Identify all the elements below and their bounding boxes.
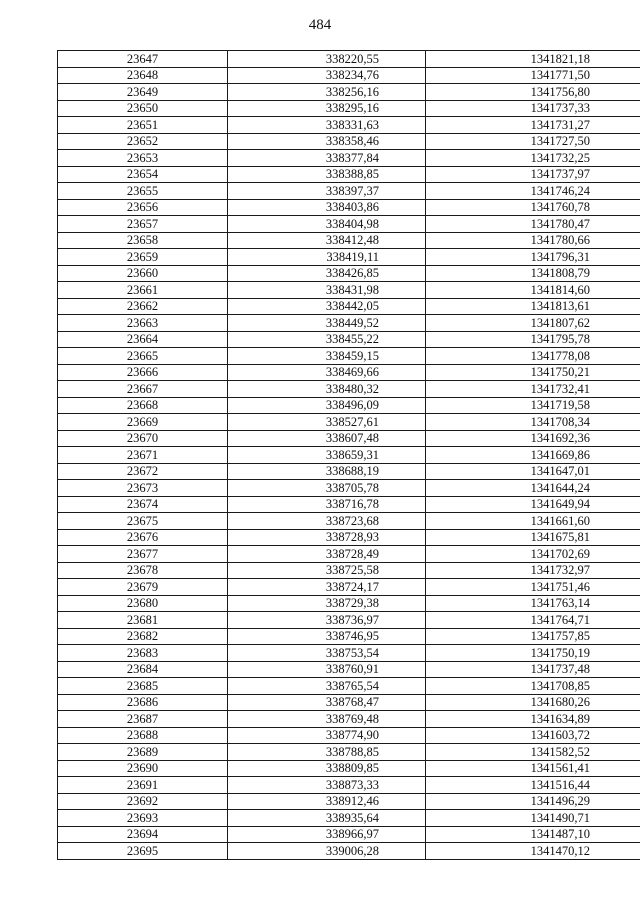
x-coordinate-cell: 338256,16 (228, 84, 426, 101)
x-coordinate-cell: 338728,93 (228, 529, 426, 546)
y-coordinate-cell: 1341764,71 (426, 612, 640, 629)
table-row (58, 562, 640, 579)
point-number-cell: 23648 (58, 67, 228, 84)
x-coordinate-cell: 338736,97 (228, 612, 426, 629)
x-coordinate-cell: 338442,05 (228, 298, 426, 315)
table-row (58, 513, 640, 530)
y-coordinate-cell: 1341731,27 (426, 117, 640, 134)
point-number-cell: 23691 (58, 777, 228, 794)
y-coordinate-cell: 1341692,36 (426, 430, 640, 447)
table-row (58, 216, 640, 233)
y-coordinate-cell: 1341516,44 (426, 777, 640, 794)
point-number-cell: 23659 (58, 249, 228, 266)
table-row (58, 744, 640, 761)
point-number-cell: 23670 (58, 430, 228, 447)
table-row (58, 430, 640, 447)
point-number-cell: 23684 (58, 661, 228, 678)
table-row (58, 249, 640, 266)
table-row (58, 661, 640, 678)
x-coordinate-cell: 338295,16 (228, 100, 426, 117)
y-coordinate-cell: 1341702,69 (426, 546, 640, 563)
x-coordinate-cell: 338724,17 (228, 579, 426, 596)
x-coordinate-cell: 338774,90 (228, 727, 426, 744)
x-coordinate-cell: 338397,37 (228, 183, 426, 200)
y-coordinate-cell: 1341669,86 (426, 447, 640, 464)
point-number-cell: 23682 (58, 628, 228, 645)
point-number-cell: 23651 (58, 117, 228, 134)
point-number-cell: 23692 (58, 793, 228, 810)
table-row (58, 777, 640, 794)
table-row (58, 100, 640, 117)
table-row (58, 826, 640, 843)
y-coordinate-cell: 1341746,24 (426, 183, 640, 200)
point-number-cell: 23683 (58, 645, 228, 662)
table-row (58, 810, 640, 827)
table-row (58, 595, 640, 612)
x-coordinate-cell: 338331,63 (228, 117, 426, 134)
point-number-cell: 23656 (58, 199, 228, 216)
y-coordinate-cell: 1341487,10 (426, 826, 640, 843)
point-number-cell: 23672 (58, 463, 228, 480)
point-number-cell: 23680 (58, 595, 228, 612)
x-coordinate-cell: 338788,85 (228, 744, 426, 761)
table-row (58, 463, 640, 480)
table-row (58, 579, 640, 596)
x-coordinate-cell: 338419,11 (228, 249, 426, 266)
table-row (58, 397, 640, 414)
x-coordinate-cell: 338873,33 (228, 777, 426, 794)
y-coordinate-cell: 1341732,41 (426, 381, 640, 398)
table-row (58, 793, 640, 810)
x-coordinate-cell: 338455,22 (228, 331, 426, 348)
x-coordinate-cell: 338412,48 (228, 232, 426, 249)
y-coordinate-cell: 1341732,25 (426, 150, 640, 167)
table-row (58, 232, 640, 249)
x-coordinate-cell: 338705,78 (228, 480, 426, 497)
point-number-cell: 23668 (58, 397, 228, 414)
y-coordinate-cell: 1341813,61 (426, 298, 640, 315)
y-coordinate-cell: 1341634,89 (426, 711, 640, 728)
point-number-cell: 23647 (58, 51, 228, 68)
point-number-cell: 23661 (58, 282, 228, 299)
x-coordinate-cell: 338966,97 (228, 826, 426, 843)
point-number-cell: 23687 (58, 711, 228, 728)
point-number-cell: 23690 (58, 760, 228, 777)
x-coordinate-cell: 338725,58 (228, 562, 426, 579)
point-number-cell: 23658 (58, 232, 228, 249)
table-row (58, 447, 640, 464)
x-coordinate-cell: 338935,64 (228, 810, 426, 827)
point-number-cell: 23675 (58, 513, 228, 530)
point-number-cell: 23685 (58, 678, 228, 695)
y-coordinate-cell: 1341756,80 (426, 84, 640, 101)
y-coordinate-cell: 1341737,48 (426, 661, 640, 678)
y-coordinate-cell: 1341763,14 (426, 595, 640, 612)
table-row (58, 760, 640, 777)
y-coordinate-cell: 1341751,46 (426, 579, 640, 596)
y-coordinate-cell: 1341603,72 (426, 727, 640, 744)
table-row (58, 265, 640, 282)
x-coordinate-cell: 338449,52 (228, 315, 426, 332)
point-number-cell: 23652 (58, 133, 228, 150)
y-coordinate-cell: 1341708,85 (426, 678, 640, 695)
table-row (58, 529, 640, 546)
page-number: 484 (308, 17, 332, 33)
y-coordinate-cell: 1341732,97 (426, 562, 640, 579)
point-number-cell: 23688 (58, 727, 228, 744)
point-number-cell: 23671 (58, 447, 228, 464)
table-row (58, 298, 640, 315)
y-coordinate-cell: 1341814,60 (426, 282, 640, 299)
x-coordinate-cell: 338358,46 (228, 133, 426, 150)
x-coordinate-cell: 338688,19 (228, 463, 426, 480)
point-number-cell: 23667 (58, 381, 228, 398)
y-coordinate-cell: 1341647,01 (426, 463, 640, 480)
x-coordinate-cell: 338768,47 (228, 694, 426, 711)
y-coordinate-cell: 1341821,18 (426, 51, 640, 68)
point-number-cell: 23686 (58, 694, 228, 711)
table-row (58, 117, 640, 134)
y-coordinate-cell: 1341737,33 (426, 100, 640, 117)
x-coordinate-cell: 338388,85 (228, 166, 426, 183)
x-coordinate-cell: 338760,91 (228, 661, 426, 678)
y-coordinate-cell: 1341644,24 (426, 480, 640, 497)
table-row (58, 282, 640, 299)
table-row (58, 843, 640, 860)
point-number-cell: 23674 (58, 496, 228, 513)
point-number-cell: 23694 (58, 826, 228, 843)
x-coordinate-cell: 338659,31 (228, 447, 426, 464)
y-coordinate-cell: 1341680,26 (426, 694, 640, 711)
y-coordinate-cell: 1341750,21 (426, 364, 640, 381)
y-coordinate-cell: 1341771,50 (426, 67, 640, 84)
point-number-cell: 23649 (58, 84, 228, 101)
point-number-cell: 23654 (58, 166, 228, 183)
point-number-cell: 23665 (58, 348, 228, 365)
table-row (58, 496, 640, 513)
x-coordinate-cell: 338377,84 (228, 150, 426, 167)
x-coordinate-cell: 338480,32 (228, 381, 426, 398)
x-coordinate-cell: 338728,49 (228, 546, 426, 563)
table-row (58, 348, 640, 365)
table-row (58, 381, 640, 398)
point-number-cell: 23663 (58, 315, 228, 332)
point-number-cell: 23650 (58, 100, 228, 117)
x-coordinate-cell: 338426,85 (228, 265, 426, 282)
point-number-cell: 23677 (58, 546, 228, 563)
y-coordinate-cell: 1341795,78 (426, 331, 640, 348)
x-coordinate-cell: 338746,95 (228, 628, 426, 645)
y-coordinate-cell: 1341757,85 (426, 628, 640, 645)
y-coordinate-cell: 1341760,78 (426, 199, 640, 216)
table-row (58, 331, 640, 348)
table-row (58, 711, 640, 728)
x-coordinate-cell: 338716,78 (228, 496, 426, 513)
point-number-cell: 23676 (58, 529, 228, 546)
x-coordinate-cell: 338459,15 (228, 348, 426, 365)
point-number-cell: 23693 (58, 810, 228, 827)
table-row (58, 183, 640, 200)
x-coordinate-cell: 338809,85 (228, 760, 426, 777)
y-coordinate-cell: 1341708,34 (426, 414, 640, 431)
y-coordinate-cell: 1341780,47 (426, 216, 640, 233)
table-row (58, 315, 640, 332)
coordinates-table (57, 50, 640, 860)
y-coordinate-cell: 1341649,94 (426, 496, 640, 513)
table-row (58, 84, 640, 101)
y-coordinate-cell: 1341796,31 (426, 249, 640, 266)
table-row (58, 628, 640, 645)
y-coordinate-cell: 1341737,97 (426, 166, 640, 183)
x-coordinate-cell: 339006,28 (228, 843, 426, 860)
x-coordinate-cell: 338769,48 (228, 711, 426, 728)
table-row (58, 612, 640, 629)
y-coordinate-cell: 1341582,52 (426, 744, 640, 761)
point-number-cell: 23666 (58, 364, 228, 381)
x-coordinate-cell: 338220,55 (228, 51, 426, 68)
x-coordinate-cell: 338527,61 (228, 414, 426, 431)
point-number-cell: 23669 (58, 414, 228, 431)
table-row (58, 199, 640, 216)
x-coordinate-cell: 338469,66 (228, 364, 426, 381)
y-coordinate-cell: 1341719,58 (426, 397, 640, 414)
table-row (58, 694, 640, 711)
x-coordinate-cell: 338723,68 (228, 513, 426, 530)
point-number-cell: 23678 (58, 562, 228, 579)
x-coordinate-cell: 338607,48 (228, 430, 426, 447)
table-row (58, 546, 640, 563)
point-number-cell: 23662 (58, 298, 228, 315)
x-coordinate-cell: 338912,46 (228, 793, 426, 810)
x-coordinate-cell: 338431,98 (228, 282, 426, 299)
table-row (58, 51, 640, 68)
table-row (58, 727, 640, 744)
table-row (58, 150, 640, 167)
y-coordinate-cell: 1341490,71 (426, 810, 640, 827)
x-coordinate-cell: 338765,54 (228, 678, 426, 695)
coordinates-table-body (58, 51, 640, 860)
point-number-cell: 23679 (58, 579, 228, 596)
x-coordinate-cell: 338753,54 (228, 645, 426, 662)
point-number-cell: 23664 (58, 331, 228, 348)
table-row (58, 364, 640, 381)
y-coordinate-cell: 1341496,29 (426, 793, 640, 810)
table-row (58, 133, 640, 150)
x-coordinate-cell: 338729,38 (228, 595, 426, 612)
point-number-cell: 23660 (58, 265, 228, 282)
x-coordinate-cell: 338234,76 (228, 67, 426, 84)
table-row (58, 678, 640, 695)
x-coordinate-cell: 338496,09 (228, 397, 426, 414)
table-row (58, 414, 640, 431)
point-number-cell: 23655 (58, 183, 228, 200)
y-coordinate-cell: 1341727,50 (426, 133, 640, 150)
y-coordinate-cell: 1341780,66 (426, 232, 640, 249)
point-number-cell: 23653 (58, 150, 228, 167)
y-coordinate-cell: 1341778,08 (426, 348, 640, 365)
x-coordinate-cell: 338403,86 (228, 199, 426, 216)
point-number-cell: 23689 (58, 744, 228, 761)
point-number-cell: 23673 (58, 480, 228, 497)
point-number-cell: 23681 (58, 612, 228, 629)
table-row (58, 645, 640, 662)
point-number-cell: 23657 (58, 216, 228, 233)
table-row (58, 166, 640, 183)
y-coordinate-cell: 1341808,79 (426, 265, 640, 282)
y-coordinate-cell: 1341661,60 (426, 513, 640, 530)
y-coordinate-cell: 1341470,12 (426, 843, 640, 860)
y-coordinate-cell: 1341561,41 (426, 760, 640, 777)
table-row (58, 67, 640, 84)
x-coordinate-cell: 338404,98 (228, 216, 426, 233)
y-coordinate-cell: 1341675,81 (426, 529, 640, 546)
point-number-cell: 23695 (58, 843, 228, 860)
y-coordinate-cell: 1341750,19 (426, 645, 640, 662)
y-coordinate-cell: 1341807,62 (426, 315, 640, 332)
table-row (58, 480, 640, 497)
